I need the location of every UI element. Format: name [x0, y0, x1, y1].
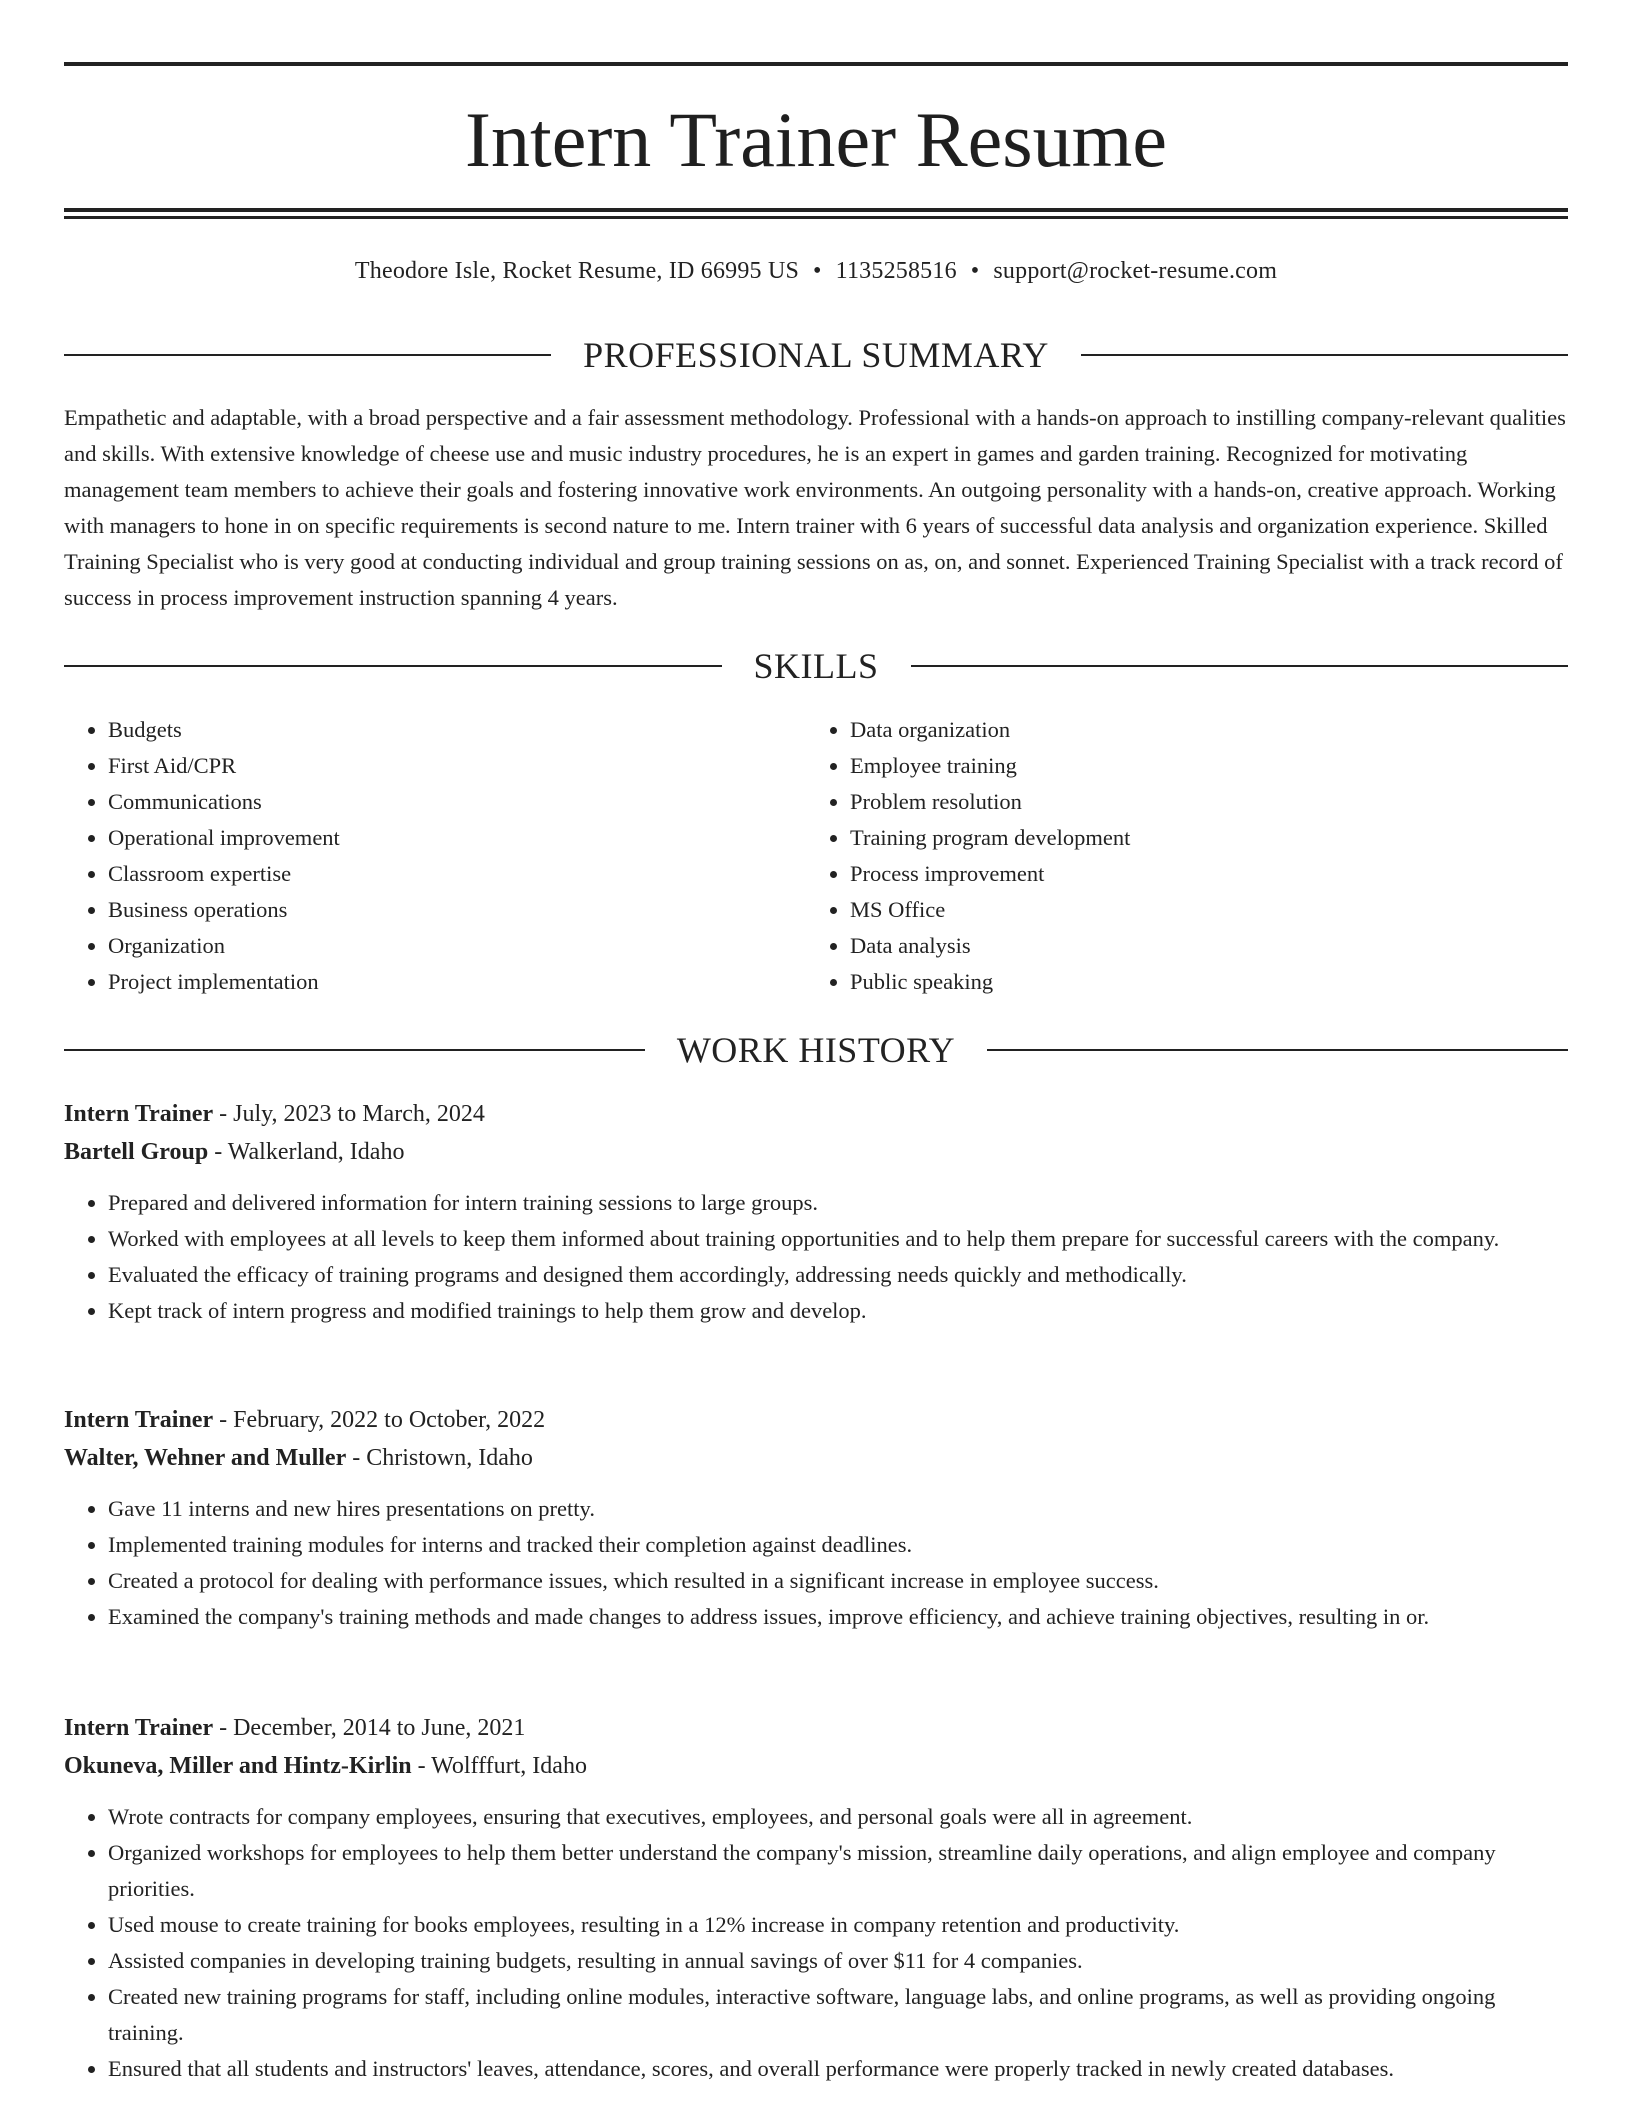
- resume-title: Intern Trainer Resume: [465, 96, 1167, 183]
- section-divider-line: [64, 1049, 645, 1051]
- job-bullet: • Wrote contracts for company employees, ensuring that executives, employees, and personal goals were all in agreement.: [108, 1799, 1568, 1835]
- job-location: - Wolfffurt, Idaho: [411, 1753, 587, 1779]
- section-divider-line: [64, 665, 722, 667]
- job-company: Bartell Group: [64, 1139, 209, 1165]
- job-bullet: • Ensured that all students and instructors' leaves, attendance, scores, and overall performance were properly tracked in newly created databases.: [108, 2051, 1568, 2087]
- section-title-summary: PROFESSIONAL SUMMARY: [583, 335, 1049, 375]
- job-company-line: [64, 1747, 1568, 1785]
- section-header-work: [64, 1028, 1568, 1072]
- job-company: Walter, Wehner and Muller: [64, 1445, 347, 1471]
- skill-item: • Problem resolution: [850, 784, 1548, 820]
- contact-email: support@rocket-resume.com: [993, 258, 1278, 284]
- section-divider-line: [1081, 354, 1568, 356]
- skill-item: • Public speaking: [850, 964, 1548, 1000]
- job-title: Intern Trainer: [64, 1715, 214, 1741]
- job-bullet: • Created new training programs for staff, including online modules, interactive software, language labs, and online programs, as well as providing ongoing training.: [108, 1979, 1568, 2051]
- job-bullet: • Organized workshops for employees to help them better understand the company's mission, streamline daily operations, and align employee and company priorities.: [108, 1835, 1568, 1907]
- job-bullet: • Examined the company's training methods and made changes to address issues, improve efficiency, and achieve training objectives, resulting in or.: [108, 1599, 1568, 1635]
- skill-item: • Communications: [108, 784, 806, 820]
- job-dates: - December, 2014 to June, 2021: [213, 1715, 526, 1741]
- job-dates: - July, 2023 to March, 2024: [213, 1101, 485, 1127]
- skill-item: • Project implementation: [108, 964, 806, 1000]
- section-header-summary: [64, 333, 1568, 377]
- job-bullet: • Prepared and delivered information for intern training sessions to large groups.: [108, 1185, 1568, 1221]
- job-bullet: • Worked with employees at all levels to keep them informed about training opportunities and to help them prepare for successful careers with the company.: [108, 1221, 1568, 1257]
- header-rule-top: [64, 62, 1568, 66]
- skills-list: [64, 712, 1568, 1000]
- contact-phone: 1135258516: [835, 258, 957, 284]
- job-bullets: [64, 1799, 1568, 2087]
- skill-item: • Business operations: [108, 892, 806, 928]
- skill-item: • First Aid/CPR: [108, 748, 806, 784]
- header-rule-bottom: [64, 208, 1568, 212]
- contact-separator: •: [813, 258, 822, 284]
- job-bullets: [64, 1491, 1568, 1635]
- work-entry: [64, 1709, 1568, 2087]
- work-entry: [64, 1401, 1568, 1635]
- skill-item: • Organization: [108, 928, 806, 964]
- job-bullet: • Assisted companies in developing training budgets, resulting in annual savings of over $11 for 4 companies.: [108, 1943, 1568, 1979]
- job-location: - Walkerland, Idaho: [208, 1139, 405, 1165]
- skill-item: • Data organization: [850, 712, 1548, 748]
- header-rule-bottom-second: [64, 216, 1568, 219]
- skill-item: • Budgets: [108, 712, 806, 748]
- job-title-line: [64, 1401, 1568, 1439]
- job-company-line: [64, 1439, 1568, 1477]
- skill-item: • Training program development: [850, 820, 1548, 856]
- job-bullet: • Evaluated the efficacy of training programs and designed them accordingly, addressing needs quickly and methodically.: [108, 1257, 1568, 1293]
- job-bullets: [64, 1185, 1568, 1329]
- skills-column-left: [64, 712, 806, 1000]
- job-company: Okuneva, Miller and Hintz-Kirlin: [64, 1753, 412, 1779]
- skill-item: • MS Office: [850, 892, 1548, 928]
- section-divider-line: [987, 1049, 1568, 1051]
- professional-summary-text: Empathetic and adaptable, with a broad perspective and a fair assessment methodology. Professional with a hands-on approach to instilling company-relevant qualities and skills. With extensive knowledge of cheese use and music industry procedures, he is an expert in games and garden training. Recognized for motivating management team members to achieve their goals and fostering innovative work environments. An outgoing personality with a hands-on, creative approach. Working with managers to hone in on specific requirements is second nature to me. Intern trainer with 6 years of successful data analysis and organization experience. Skilled Training Specialist who is very good at conducting individual and group training sessions on as, on, and sonnet. Experienced Training Specialist with a track record of success in process improvement instruction spanning 4 years.: [64, 405, 1566, 610]
- skill-item: • Classroom expertise: [108, 856, 806, 892]
- skill-item: • Employee training: [850, 748, 1548, 784]
- job-dates: - February, 2022 to October, 2022: [213, 1407, 546, 1433]
- job-title: Intern Trainer: [64, 1407, 214, 1433]
- job-company-line: [64, 1133, 1568, 1171]
- skill-item: • Operational improvement: [108, 820, 806, 856]
- section-divider-line: [64, 354, 551, 356]
- job-bullet: • Implemented training modules for interns and tracked their completion against deadlines.: [108, 1527, 1568, 1563]
- job-title: Intern Trainer: [64, 1101, 214, 1127]
- contact-line: [64, 254, 1568, 288]
- section-divider-line: [911, 665, 1569, 667]
- job-bullet: • Created a protocol for dealing with performance issues, which resulted in a significant increase in employee success.: [108, 1563, 1568, 1599]
- job-bullet: • Kept track of intern progress and modified trainings to help them grow and develop.: [108, 1293, 1568, 1329]
- job-bullet: • Gave 11 interns and new hires presentations on pretty.: [108, 1491, 1568, 1527]
- skill-item: • Data analysis: [850, 928, 1548, 964]
- section-title-work: WORK HISTORY: [676, 1030, 956, 1070]
- contact-address: Theodore Isle, Rocket Resume, ID 66995 US: [354, 258, 800, 284]
- job-title-line: [64, 1095, 1568, 1133]
- job-bullet: • Used mouse to create training for books employees, resulting in a 12% increase in company retention and productivity.: [108, 1907, 1568, 1943]
- job-title-line: [64, 1709, 1568, 1747]
- contact-separator: •: [970, 258, 980, 284]
- work-entry: [64, 1095, 1568, 1329]
- section-title-skills: SKILLS: [753, 646, 879, 686]
- skills-column-right: [806, 712, 1548, 1000]
- job-location: - Christown, Idaho: [346, 1445, 533, 1471]
- skill-item: • Process improvement: [850, 856, 1548, 892]
- section-header-skills: [64, 644, 1568, 688]
